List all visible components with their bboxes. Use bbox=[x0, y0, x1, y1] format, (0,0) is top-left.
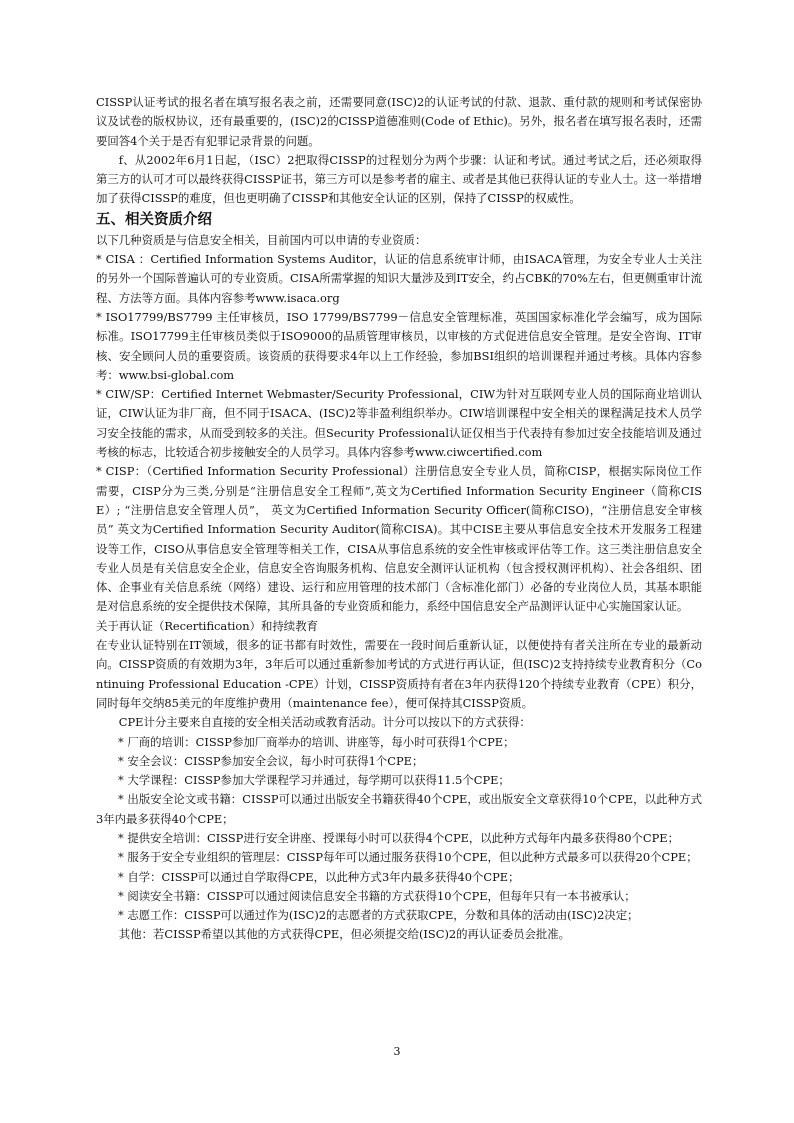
qualification-cisp: * CISP：（Certified Information Security Professional）注册信息安全专业人员，简称CISP，根据实际岗位工作需要，CISP分为三类,分别是“注册信息安全工程师”,英文为Certified Information Security Engineer（简称CISE）; “注册信息安全管理人员”， 英文为Certified Information Security Officer(简称CISO)，“注册信息安全审核员” 英文为Certified Information Security Auditor(简称CISA)。其中CISE主要从事信息安全技术开发服务工程建设等工作，CISO从事信息安全管理等相关工作，CISA从事信息系统的安全性审核或评估等工作。这三类注册信息安全专业人员是有关信息安全企业，信息安全咨询服务机构、信息安全测评认证机构（包含授权测评机构）、社会各组织、团体、企事业有关信息系统（网络）建设、运行和应用管理的技术部门（含标准化部门）必备的专业岗位人员，其基本职能是对信息系统的安全提供技术保障，其所具备的专业资质和能力，系经中国信息安全产品测评认证中心实施国家认证。 bbox=[96, 464, 702, 614]
recertification-paragraph: 在专业认证特别在IT领域，很多的证书都有时效性，需要在一段时间后重新认证，以便使持有者关注所在专业的最新动向。CISSP资质的有效期为3年，3年后可以通过重新参加考试的方式进行再认证，但(ISC)2支持持续专业教育积分（Continuing Professional Education -CPE）计划，CISSP资质持有者在3年内获得120个持续专业教育（CPE）积分，同时每年交纳85美元的年度维护费用（maintenance fee），便可保持其CISSP资质。 bbox=[96, 638, 702, 710]
qualification-iso17799: * ISO17799/BS7799 主任审核员，ISO 17799/BS7799－信息安全管理标准，英国国家标准化学会编写，成为国际标准。ISO17799主任审核员类似于ISO9000的品质管理审核员，以审核的方式促进信息安全管理。是安全咨询、IT审核、安全顾问人员的重要资质。该资质的获得要求4年以上工作经验，参加BSI组织的培训课程并通过考核。具体内容参考：www.bsi-global.com bbox=[96, 309, 702, 382]
qualification-cisa: * CISA ：Certified Information Systems Auditor，认证的信息系统审计师，由ISACA管理，为安全专业人士关注的另外一个国际普遍认可的专业资质。CISA所需掌握的知识大量涉及到IT安全，约占CBK的70%左右，但更侧重审计流程、方法等方面。具体内容参考www.isaca.org bbox=[96, 252, 702, 305]
page-content bbox=[96, 93, 702, 945]
page-number: 3 bbox=[393, 1045, 401, 1058]
cpe-item: * 安全会议：CISSP参加安全会议，每小时可获得1个CPE； bbox=[118, 753, 424, 768]
cpe-intro: CPE计分主要来自直接的安全相关活动或教育活动。计分可以按以下的方式获得： bbox=[118, 715, 531, 730]
cpe-item: * 阅读安全书籍：CISSP可以通过阅读信息安全书籍的方式获得10个CPE，但每年只有一本书被承认； bbox=[118, 888, 636, 903]
cpe-item: * 大学课程：CISSP参加大学课程学习并通过，每学期可以获得11.5个CPE； bbox=[118, 773, 510, 788]
cpe-closing: 其他：若CISSP希望以其他的方式获得CPE，但必须提交给(ISC)2的再认证委员会批准。 bbox=[118, 927, 571, 942]
qualifications-intro: 以下几种资质是与信息安全相关，目前国内可以申请的专业资质： bbox=[96, 232, 427, 247]
cpe-item: * 厂商的培训：CISSP参加厂商举办的培训、讲座等，每小时可获得1个CPE； bbox=[118, 734, 515, 749]
cpe-item: * 出版安全论文或书籍：CISSP可以通过出版安全书籍获得40个CPE，或出版安全文章获得10个CPE，以此种方式3年内最多获得40个CPE； bbox=[96, 792, 702, 826]
cpe-item: * 志愿工作：CISSP可以通过作为(ISC)2的志愿者的方式获取CPE，分数和具体的活动由(ISC)2决定； bbox=[118, 908, 639, 923]
paragraph-third-party-endorsement: f、从2002年6月1日起，（ISC）2把取得CISSP的过程划分为两个步骤：认证和考试。通过考试之后，还必须取得第三方的认可才可以最终获得CISSP证书，第三方可以是参考者的雇主、或者是其他已获得认证的专业人士。这一举措增加了获得CISSP的难度，但也更明确了CISSP和其他安全认证的区别，保持了CISSP的权威性。 bbox=[96, 152, 702, 206]
section-heading: 五、相关资质介绍 bbox=[96, 211, 212, 228]
qualification-ciw-sp: * CIW/SP：Certified Internet Webmaster/Security Professional，CIW为针对互联网专业人员的国际商业培训认证，CIW认证为非厂商，但不同于ISACA、(ISC)2等非盈利组织举办。CIW培训课程中安全相关的课程满足技术人员学习安全技能的需求，从而受到较多的关注。但Security Professional认证仅相当于代表持有参加过安全技能培训及通过考核的标志，比较适合初步接触安全的人员学习。具体内容参考www.ciwcertified.com bbox=[96, 387, 702, 460]
paragraph-exam-agreement: CISSP认证考试的报名者在填写报名表之前，还需要同意(ISC)2的认证考试的付款、退款、重付款的规则和考试保密协议及试卷的版权协议，还有最重要的，(ISC)2的CISSP道德准则(Code of Ethic)。另外，报名者在填写报名表时，还需要回答4个关于是否有犯罪记录背景的问题。 bbox=[96, 95, 702, 148]
cpe-item: * 自学：CISSP可以通过自学取得CPE，以此种方式3年内最多获得40个CPE； bbox=[118, 869, 520, 884]
cpe-item: * 服务于安全专业组织的管理层：CISSP每年可以通过服务获得10个CPE，但以此种方式最多可以获得20个CPE； bbox=[118, 850, 698, 865]
recertification-heading: 关于再认证（Recertification）和持续教育 bbox=[96, 618, 318, 633]
cpe-item: * 提供安全培训：CISSP进行安全讲座、授课每小时可以获得4个CPE，以此种方式每年内最多获得80个CPE； bbox=[118, 830, 679, 845]
